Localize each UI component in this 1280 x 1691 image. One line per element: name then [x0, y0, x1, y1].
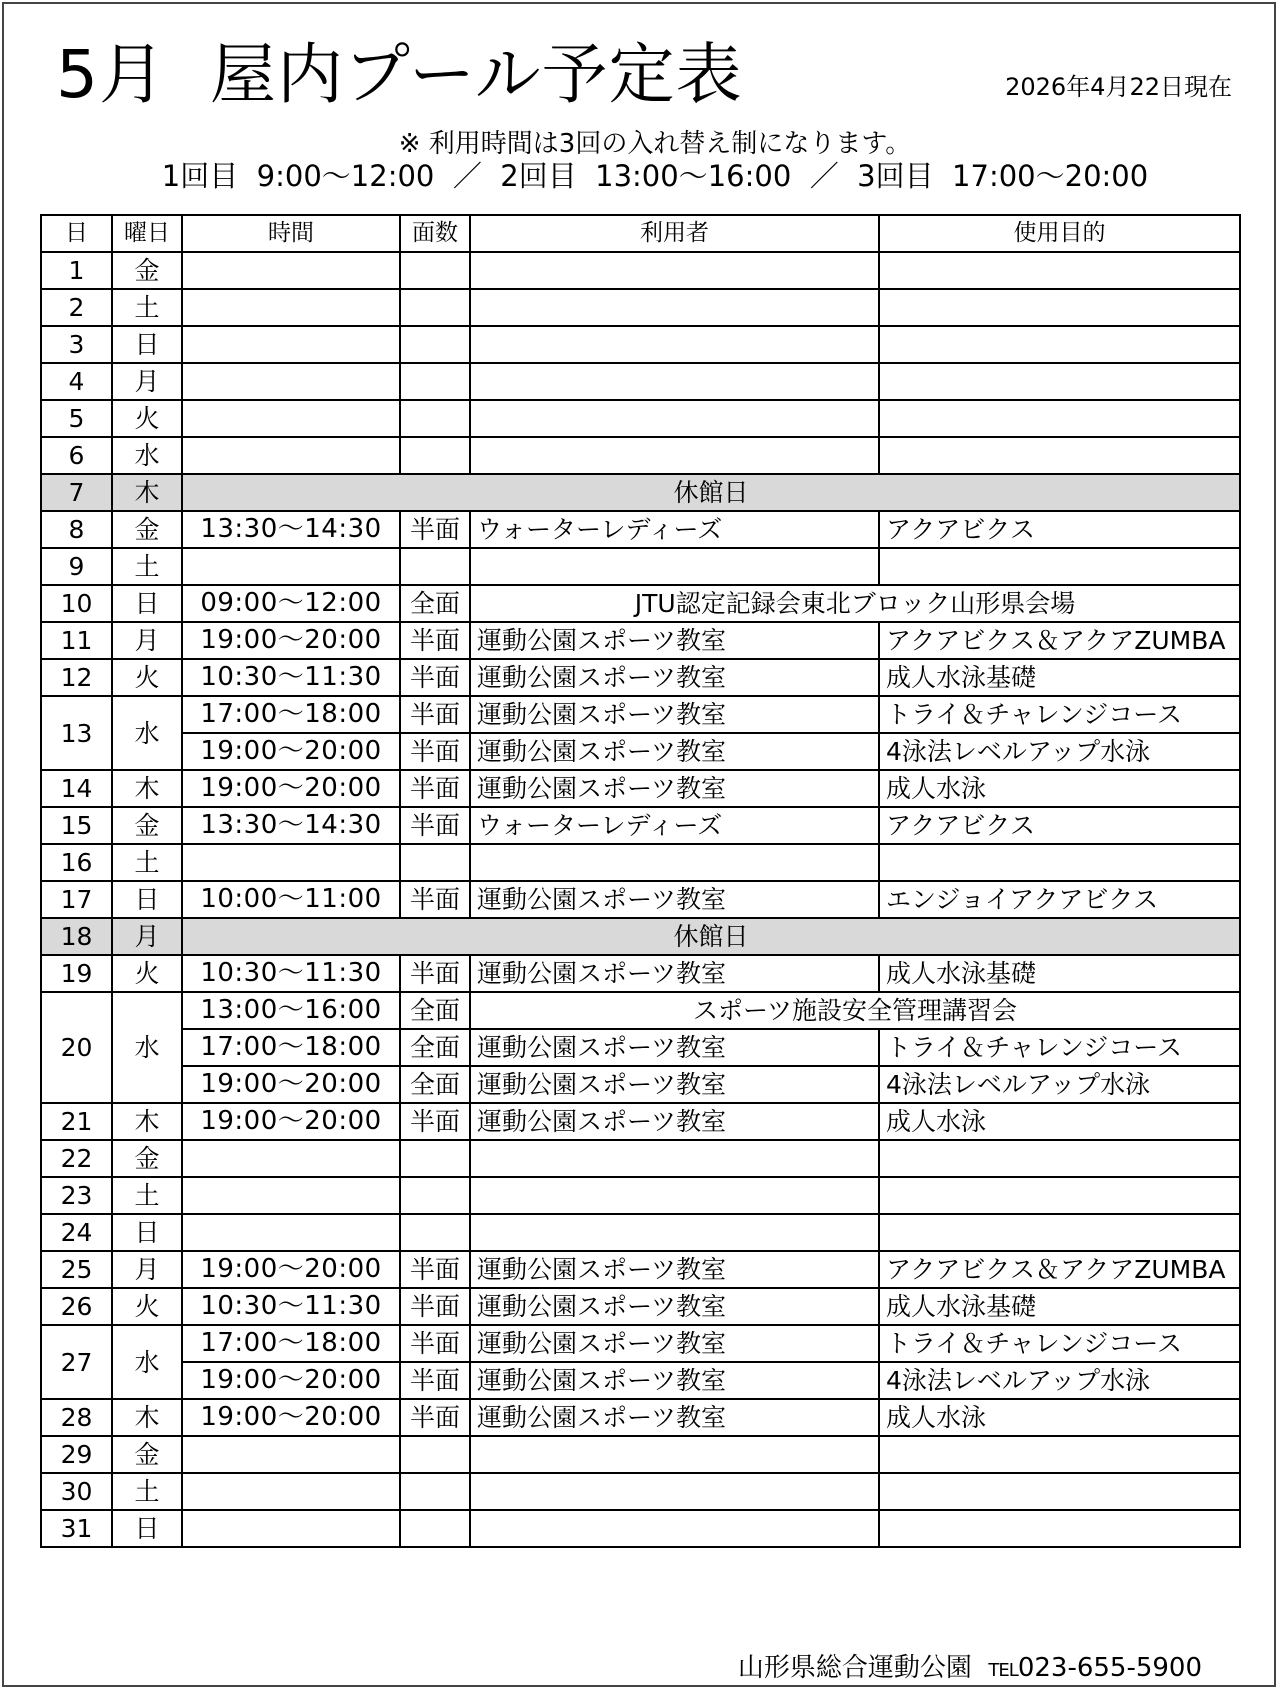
lanes-cell: 半面 [400, 511, 470, 548]
time-cell: 19:00～20:00 [182, 1362, 400, 1399]
weekday-cell: 土 [112, 289, 182, 326]
time-cell: 13:30～14:30 [182, 807, 400, 844]
table-row [41, 511, 1240, 548]
lanes-cell [400, 252, 470, 289]
user-cell [470, 548, 879, 585]
facility-name: 山形県総合運動公園 [737, 1653, 972, 1683]
purpose-cell: 成人水泳 [879, 770, 1240, 807]
day-cell: 23 [41, 1177, 112, 1214]
lanes-cell: 半面 [400, 807, 470, 844]
header-weekday: 曜日 [112, 215, 182, 252]
lanes-cell: 半面 [400, 696, 470, 733]
lanes-cell: 半面 [400, 1362, 470, 1399]
lanes-cell [400, 1510, 470, 1547]
day-cell: 16 [41, 844, 112, 881]
purpose-cell [879, 844, 1240, 881]
header-user: 利用者 [470, 215, 879, 252]
day-cell: 6 [41, 437, 112, 474]
user-cell: 運動公園スポーツ教室 [470, 770, 879, 807]
lanes-cell [400, 1214, 470, 1251]
table-row [41, 955, 1240, 992]
time-cell [182, 326, 400, 363]
weekday-cell: 金 [112, 511, 182, 548]
lanes-cell [400, 1177, 470, 1214]
day-cell: 10 [41, 585, 112, 622]
usage-note: ※ 利用時間は3回の入れ替え制になります。 [398, 129, 912, 159]
weekday-cell: 木 [112, 474, 182, 511]
table-row [41, 881, 1240, 918]
weekday-cell: 水 [112, 1325, 182, 1399]
day-cell: 14 [41, 770, 112, 807]
table-row [41, 1473, 1240, 1510]
user-cell [470, 400, 879, 437]
purpose-cell [879, 326, 1240, 363]
purpose-cell: トライ＆チャレンジコース [879, 1325, 1240, 1362]
time-cell: 19:00～20:00 [182, 733, 400, 770]
day-cell: 21 [41, 1103, 112, 1140]
weekday-cell: 金 [112, 252, 182, 289]
table-row [41, 474, 1240, 511]
user-cell [470, 1140, 879, 1177]
day-cell: 9 [41, 548, 112, 585]
time-cell: 19:00～20:00 [182, 1066, 400, 1103]
time-cell: 13:30～14:30 [182, 511, 400, 548]
weekday-cell: 水 [112, 696, 182, 770]
weekday-cell: 月 [112, 363, 182, 400]
purpose-cell: 成人水泳基礎 [879, 955, 1240, 992]
table-row [41, 1214, 1240, 1251]
day-cell: 15 [41, 807, 112, 844]
table-row [41, 844, 1240, 881]
schedule-body [41, 252, 1240, 1547]
table-row [41, 1362, 1240, 1399]
user-cell [470, 1473, 879, 1510]
purpose-cell [879, 1510, 1240, 1547]
table-row [41, 733, 1240, 770]
lanes-cell: 半面 [400, 1103, 470, 1140]
day-cell: 4 [41, 363, 112, 400]
time-cell: 09:00～12:00 [182, 585, 400, 622]
table-row [41, 1140, 1240, 1177]
weekday-cell: 土 [112, 1473, 182, 1510]
day-cell: 26 [41, 1288, 112, 1325]
table-row [41, 363, 1240, 400]
user-cell: 運動公園スポーツ教室 [470, 881, 879, 918]
lanes-cell: 全面 [400, 992, 470, 1029]
day-cell: 2 [41, 289, 112, 326]
purpose-cell: アクアビクス [879, 807, 1240, 844]
user-cell [470, 252, 879, 289]
table-row [41, 918, 1240, 955]
day-cell: 18 [41, 918, 112, 955]
tel-number: 023-655-5900 [1017, 1653, 1202, 1683]
table-row [41, 992, 1240, 1029]
purpose-cell [879, 252, 1240, 289]
table-row [41, 252, 1240, 289]
table-row [41, 326, 1240, 363]
weekday-cell: 月 [112, 622, 182, 659]
weekday-cell: 水 [112, 437, 182, 474]
lanes-cell [400, 437, 470, 474]
user-cell: 運動公園スポーツ教室 [470, 1362, 879, 1399]
purpose-cell: トライ＆チャレンジコース [879, 696, 1240, 733]
time-cell [182, 400, 400, 437]
day-cell: 22 [41, 1140, 112, 1177]
user-cell [470, 363, 879, 400]
lanes-cell: 半面 [400, 1251, 470, 1288]
purpose-cell: 4泳法レベルアップ水泳 [879, 1362, 1240, 1399]
lanes-cell: 半面 [400, 1288, 470, 1325]
table-header-row [41, 215, 1240, 252]
purpose-cell [879, 548, 1240, 585]
user-cell: 運動公園スポーツ教室 [470, 1288, 879, 1325]
weekday-cell: 金 [112, 807, 182, 844]
user-cell: 運動公園スポーツ教室 [470, 1325, 879, 1362]
weekday-cell: 月 [112, 1251, 182, 1288]
time-cell: 10:30～11:30 [182, 1288, 400, 1325]
time-cell: 19:00～20:00 [182, 622, 400, 659]
purpose-cell: 成人水泳基礎 [879, 659, 1240, 696]
lanes-cell: 半面 [400, 1399, 470, 1436]
weekday-cell: 火 [112, 955, 182, 992]
weekday-cell: 金 [112, 1140, 182, 1177]
table-row [41, 807, 1240, 844]
weekday-cell: 火 [112, 1288, 182, 1325]
header-purpose: 使用目的 [879, 215, 1240, 252]
lanes-cell: 全面 [400, 1066, 470, 1103]
day-cell: 20 [41, 992, 112, 1103]
user-cell: 運動公園スポーツ教室 [470, 955, 879, 992]
closed-day-cell: 休館日 [182, 474, 1240, 511]
lanes-cell [400, 1436, 470, 1473]
table-row [41, 1103, 1240, 1140]
lanes-cell: 半面 [400, 881, 470, 918]
time-cell [182, 1214, 400, 1251]
lanes-cell [400, 400, 470, 437]
purpose-cell: 成人水泳 [879, 1399, 1240, 1436]
user-cell: 運動公園スポーツ教室 [470, 1399, 879, 1436]
table-row [41, 1436, 1240, 1473]
weekday-cell: 日 [112, 326, 182, 363]
purpose-cell: トライ＆チャレンジコース [879, 1029, 1240, 1066]
purpose-cell [879, 363, 1240, 400]
lanes-cell: 半面 [400, 622, 470, 659]
table-row [41, 696, 1240, 733]
purpose-cell [879, 1436, 1240, 1473]
weekday-cell: 日 [112, 881, 182, 918]
time-cell: 10:30～11:30 [182, 955, 400, 992]
table-row [41, 1029, 1240, 1066]
purpose-cell [879, 1473, 1240, 1510]
time-cell [182, 1436, 400, 1473]
lanes-cell: 全面 [400, 585, 470, 622]
day-cell: 13 [41, 696, 112, 770]
closed-day-cell: 休館日 [182, 918, 1240, 955]
purpose-cell: アクアビクス＆アクアZUMBA [879, 622, 1240, 659]
purpose-cell [879, 289, 1240, 326]
lanes-cell: 半面 [400, 955, 470, 992]
header-lanes: 面数 [400, 215, 470, 252]
weekday-cell: 木 [112, 1399, 182, 1436]
weekday-cell: 火 [112, 659, 182, 696]
time-cell: 17:00～18:00 [182, 696, 400, 733]
time-cell: 10:30～11:30 [182, 659, 400, 696]
user-cell: 運動公園スポーツ教室 [470, 1066, 879, 1103]
time-cell [182, 1177, 400, 1214]
purpose-cell: 4泳法レベルアップ水泳 [879, 733, 1240, 770]
purpose-cell [879, 400, 1240, 437]
lanes-cell [400, 548, 470, 585]
lanes-cell [400, 1140, 470, 1177]
user-cell [470, 1177, 879, 1214]
purpose-cell [879, 1177, 1240, 1214]
table-row [41, 1066, 1240, 1103]
purpose-cell: 成人水泳基礎 [879, 1288, 1240, 1325]
lanes-cell: 半面 [400, 770, 470, 807]
time-cell [182, 1140, 400, 1177]
user-cell [470, 1436, 879, 1473]
purpose-cell [879, 437, 1240, 474]
time-cell: 19:00～20:00 [182, 770, 400, 807]
day-cell: 28 [41, 1399, 112, 1436]
time-cell: 19:00～20:00 [182, 1399, 400, 1436]
lanes-cell [400, 844, 470, 881]
time-cell [182, 289, 400, 326]
table-row [41, 437, 1240, 474]
user-cell: ウォーターレディーズ [470, 807, 879, 844]
time-cell [182, 1473, 400, 1510]
table-row [41, 585, 1240, 622]
table-row [41, 289, 1240, 326]
user-cell [470, 844, 879, 881]
weekday-cell: 日 [112, 585, 182, 622]
time-cell [182, 363, 400, 400]
user-cell [470, 326, 879, 363]
table-row [41, 659, 1240, 696]
user-cell: ウォーターレディーズ [470, 511, 879, 548]
lanes-cell: 半面 [400, 1325, 470, 1362]
footer-contact [738, 1651, 1202, 1688]
purpose-cell: エンジョイアクアビクス [879, 881, 1240, 918]
user-cell: 運動公園スポーツ教室 [470, 1251, 879, 1288]
user-cell [470, 1214, 879, 1251]
purpose-cell [879, 1140, 1240, 1177]
time-cell [182, 548, 400, 585]
table-row [41, 1325, 1240, 1362]
weekday-cell: 日 [112, 1214, 182, 1251]
user-cell [470, 1510, 879, 1547]
weekday-cell: 水 [112, 992, 182, 1103]
time-cell: 10:00～11:00 [182, 881, 400, 918]
table-row [41, 622, 1240, 659]
page-title: 5月 屋内プール予定表 [56, 36, 743, 113]
day-cell: 19 [41, 955, 112, 992]
time-cell [182, 844, 400, 881]
event-cell: JTU認定記録会東北ブロック山形県会場 [470, 585, 1240, 622]
table-row [41, 1177, 1240, 1214]
day-cell: 5 [41, 400, 112, 437]
purpose-cell [879, 1214, 1240, 1251]
weekday-cell: 月 [112, 918, 182, 955]
header-day: 日 [41, 215, 112, 252]
user-cell [470, 289, 879, 326]
weekday-cell: 土 [112, 1177, 182, 1214]
day-cell: 17 [41, 881, 112, 918]
purpose-cell: アクアビクス [879, 511, 1240, 548]
schedule-table [40, 214, 1241, 1548]
lanes-cell: 全面 [400, 1029, 470, 1066]
header-time: 時間 [182, 215, 400, 252]
time-cell: 19:00～20:00 [182, 1103, 400, 1140]
weekday-cell: 土 [112, 548, 182, 585]
day-cell: 12 [41, 659, 112, 696]
lanes-cell [400, 363, 470, 400]
time-cell: 19:00～20:00 [182, 1251, 400, 1288]
table-row [41, 400, 1240, 437]
day-cell: 27 [41, 1325, 112, 1399]
as-of-date: 2026年4月22日現在 [1005, 73, 1232, 101]
day-cell: 31 [41, 1510, 112, 1547]
day-cell: 29 [41, 1436, 112, 1473]
weekday-cell: 木 [112, 1103, 182, 1140]
lanes-cell [400, 1473, 470, 1510]
day-cell: 11 [41, 622, 112, 659]
time-cell [182, 252, 400, 289]
weekday-cell: 火 [112, 400, 182, 437]
table-row [41, 1510, 1240, 1547]
purpose-cell: 成人水泳 [879, 1103, 1240, 1140]
day-cell: 8 [41, 511, 112, 548]
table-row [41, 1251, 1240, 1288]
lanes-cell [400, 289, 470, 326]
day-cell: 7 [41, 474, 112, 511]
weekday-cell: 木 [112, 770, 182, 807]
day-cell: 3 [41, 326, 112, 363]
time-cell: 17:00～18:00 [182, 1029, 400, 1066]
purpose-cell: アクアビクス＆アクアZUMBA [879, 1251, 1240, 1288]
weekday-cell: 金 [112, 1436, 182, 1473]
time-cell: 17:00～18:00 [182, 1325, 400, 1362]
table-row [41, 770, 1240, 807]
user-cell: 運動公園スポーツ教室 [470, 1103, 879, 1140]
day-cell: 25 [41, 1251, 112, 1288]
user-cell: 運動公園スポーツ教室 [470, 622, 879, 659]
table-row [41, 1288, 1240, 1325]
purpose-cell: 4泳法レベルアップ水泳 [879, 1066, 1240, 1103]
user-cell [470, 437, 879, 474]
tel-label: TEL [988, 1660, 1018, 1681]
time-cell: 13:00～16:00 [182, 992, 400, 1029]
weekday-cell: 日 [112, 1510, 182, 1547]
user-cell: 運動公園スポーツ教室 [470, 1029, 879, 1066]
table-row [41, 548, 1240, 585]
weekday-cell: 土 [112, 844, 182, 881]
day-cell: 24 [41, 1214, 112, 1251]
time-cell [182, 1510, 400, 1547]
day-cell: 30 [41, 1473, 112, 1510]
lanes-cell: 半面 [400, 659, 470, 696]
lanes-cell: 半面 [400, 733, 470, 770]
lanes-cell [400, 326, 470, 363]
user-cell: 運動公園スポーツ教室 [470, 659, 879, 696]
user-cell: 運動公園スポーツ教室 [470, 733, 879, 770]
time-cell [182, 437, 400, 474]
user-cell: 運動公園スポーツ教室 [470, 696, 879, 733]
event-cell: スポーツ施設安全管理講習会 [470, 992, 1240, 1029]
table-row [41, 1399, 1240, 1436]
session-times: 1回目 9:00～12:00 ／ 2回目 13:00～16:00 ／ 3回目 17:00～20:00 [161, 159, 1149, 193]
day-cell: 1 [41, 252, 112, 289]
